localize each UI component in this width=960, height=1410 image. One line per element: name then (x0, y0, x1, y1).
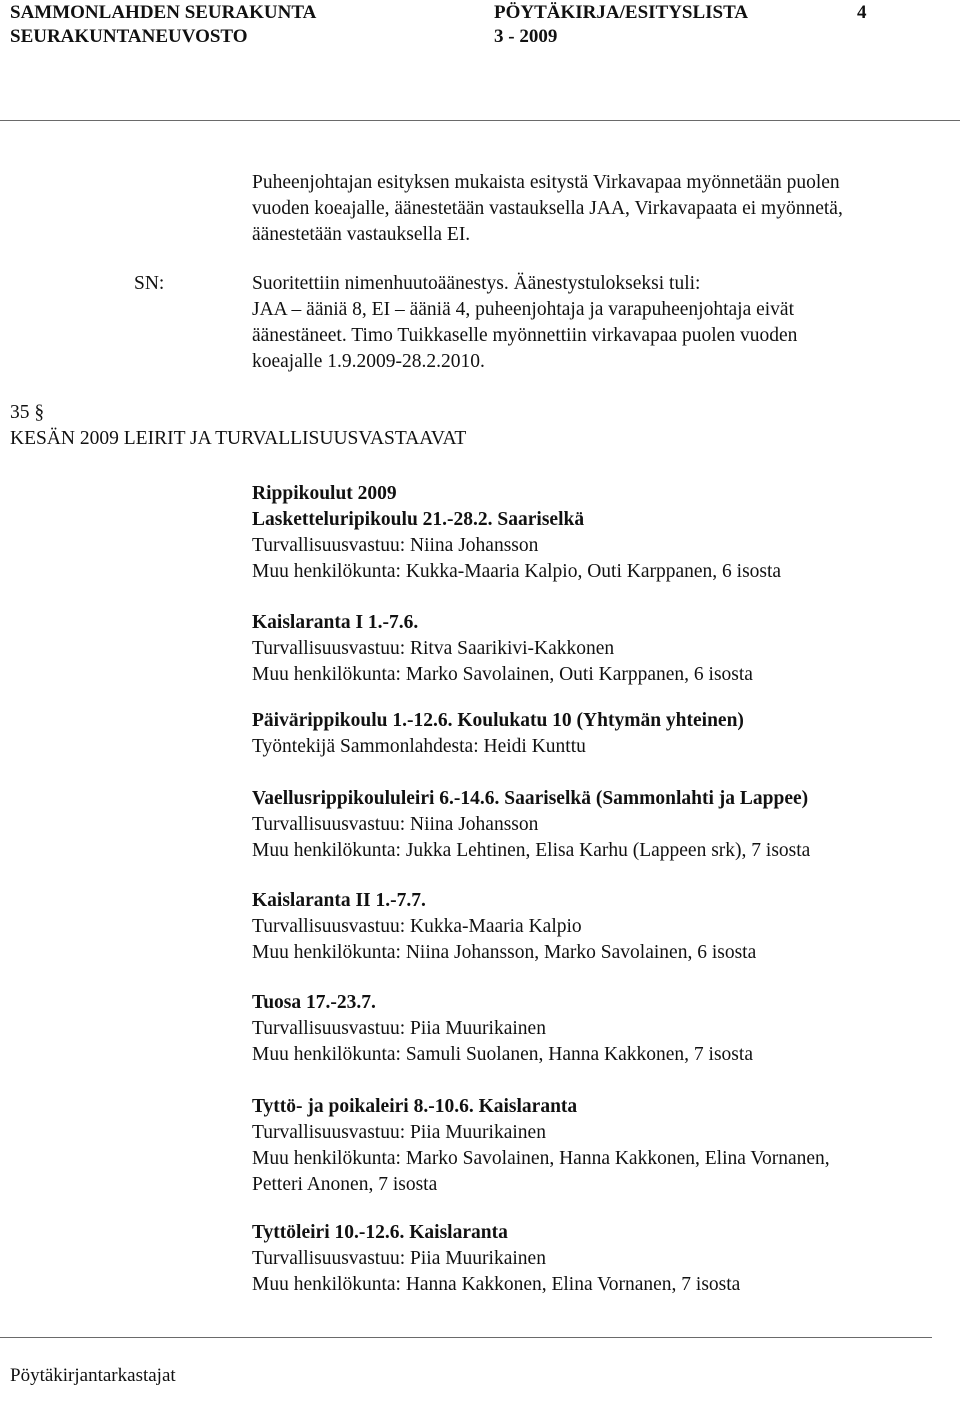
section-number: 35 § (10, 402, 45, 423)
camp-line: Muu henkilökunta: Hanna Kakkonen, Elina Vornanen, 7 isosta (252, 1274, 741, 1295)
header-rule (0, 120, 960, 121)
camp-line: Työntekijä Sammonlahdesta: Heidi Kunttu (252, 736, 586, 757)
decision-line: äänestäneet. Timo Tuikkaselle myönnettiin virkavapaa puolen vuoden (252, 325, 798, 346)
footer-label: Pöytäkirjantarkastajat (10, 1365, 176, 1386)
camp-title: Vaellusrippikoululeiri 6.-14.6. Saariselkä (Sammonlahti ja Lappee) (252, 788, 809, 809)
decision-line: JAA – ääniä 8, EI – ääniä 4, puheenjohtaja ja varapuheenjohtaja eivät (252, 299, 794, 320)
camp-line: Muu henkilökunta: Kukka-Maaria Kalpio, Outi Karppanen, 6 isosta (252, 561, 782, 582)
camp-line: Turvallisuusvastuu: Ritva Saarikivi-Kakkonen (252, 638, 615, 659)
camp-line: Petteri Anonen, 7 isosta (252, 1174, 438, 1195)
camp-item (252, 990, 753, 1068)
camp-line: Muu henkilökunta: Niina Johansson, Marko Savolainen, 6 isosta (252, 942, 757, 963)
document-type: PÖYTÄKIRJA/ESITYSLISTA (494, 2, 749, 23)
intro-line: vuoden koeajalle, äänestetään vastauksella JAA, Virkavapaata ei myönnetä, (252, 198, 843, 219)
footer-rule (0, 1337, 932, 1338)
camp-item (252, 610, 753, 688)
camp-title: Tyttö- ja poikaleiri 8.-10.6. Kaislaranta (252, 1096, 578, 1117)
decision-line: Suoritettiin nimenhuutoäänestys. Äänestystulokseksi tuli: (252, 273, 701, 294)
document-number: 3 - 2009 (494, 26, 558, 47)
decision-line: koeajalle 1.9.2009-28.2.2010. (252, 351, 485, 372)
camp-item (252, 888, 756, 966)
camp-line: Turvallisuusvastuu: Niina Johansson (252, 814, 539, 835)
camp-title: Tyttöleiri 10.-12.6. Kaislaranta (252, 1222, 508, 1243)
intro-line: Puheenjohtajan esityksen mukaista esitystä Virkavapaa myönnetään puolen (252, 172, 840, 193)
org-body: SEURAKUNTANEUVOSTO (10, 26, 248, 47)
camp-line: Turvallisuusvastuu: Kukka-Maaria Kalpio (252, 916, 582, 937)
camp-item (252, 786, 810, 864)
camps-heading (252, 481, 397, 507)
camp-title: Lasketteluripikoulu 21.-28.2. Saariselkä (252, 509, 585, 530)
camp-line: Turvallisuusvastuu: Niina Johansson (252, 535, 539, 556)
page-number: 4 (857, 2, 867, 23)
decision-label: SN: (134, 273, 165, 294)
camp-item (252, 1220, 740, 1298)
camp-title: Kaislaranta I 1.-7.6. (252, 612, 419, 633)
camp-line: Muu henkilökunta: Marko Savolainen, Outi Karppanen, 6 isosta (252, 664, 753, 685)
camp-line: Turvallisuusvastuu: Piia Muurikainen (252, 1018, 546, 1039)
camp-line: Muu henkilökunta: Samuli Suolanen, Hanna Kakkonen, 7 isosta (252, 1044, 753, 1065)
camp-line: Turvallisuusvastuu: Piia Muurikainen (252, 1122, 546, 1143)
intro-paragraph (252, 170, 843, 248)
camp-item (252, 1094, 830, 1198)
intro-line: äänestetään vastauksella EI. (252, 224, 471, 245)
camp-item (252, 507, 781, 585)
section-title: KESÄN 2009 LEIRIT JA TURVALLISUUSVASTAAVAT (10, 428, 467, 449)
camp-title: Päivärippikoulu 1.-12.6. Koulukatu 10 (Yhtymän yhteinen) (252, 710, 744, 731)
camp-title: Tuosa 17.-23.7. (252, 992, 376, 1013)
camps-heading-text: Rippikoulut 2009 (252, 483, 397, 504)
camp-line: Muu henkilökunta: Marko Savolainen, Hanna Kakkonen, Elina Vornanen, (252, 1148, 830, 1169)
camp-item (252, 708, 744, 760)
camp-line: Muu henkilökunta: Jukka Lehtinen, Elisa Karhu (Lappeen srk), 7 isosta (252, 840, 811, 861)
decision-paragraph (252, 271, 797, 375)
org-name: SAMMONLAHDEN SEURAKUNTA (10, 2, 317, 23)
camp-title: Kaislaranta II 1.-7.7. (252, 890, 426, 911)
camp-line: Turvallisuusvastuu: Piia Muurikainen (252, 1248, 546, 1269)
